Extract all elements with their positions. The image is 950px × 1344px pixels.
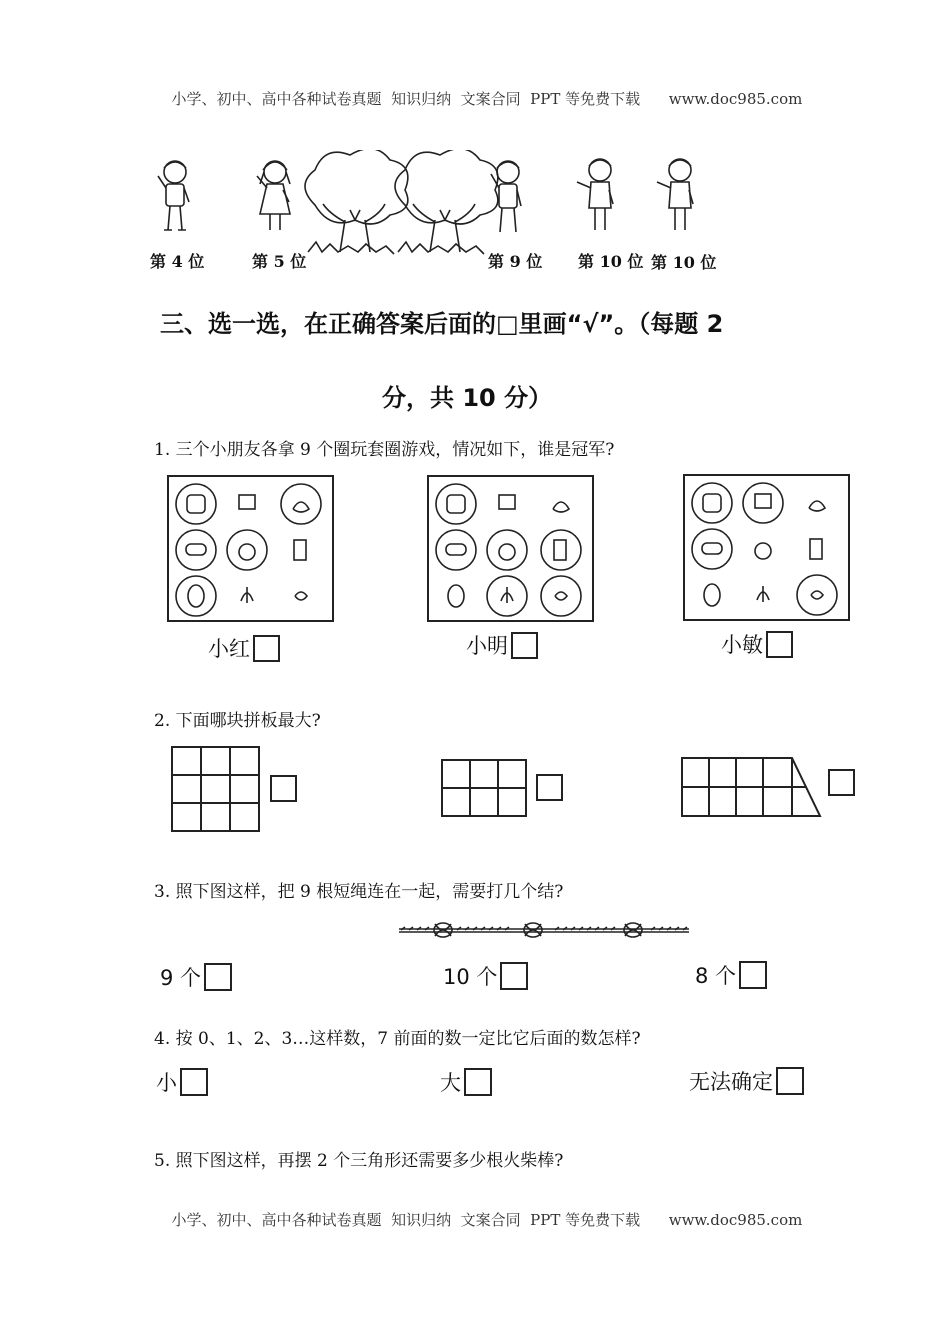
tree-2 bbox=[395, 150, 498, 254]
ring-1 bbox=[176, 484, 216, 524]
ring-panel-xiaohong bbox=[167, 475, 334, 622]
child-figure-2 bbox=[257, 161, 290, 230]
rabbit-icon bbox=[239, 544, 255, 560]
q3-option-3[interactable]: 8 个 bbox=[695, 960, 767, 990]
answer-box[interactable] bbox=[776, 1067, 804, 1095]
child-figure-1 bbox=[158, 161, 189, 230]
answer-box[interactable] bbox=[204, 963, 232, 991]
rope-diagram bbox=[395, 918, 695, 942]
header-site: www.doc985.com bbox=[668, 90, 803, 108]
car-icon bbox=[447, 495, 465, 513]
truck-icon bbox=[239, 495, 255, 509]
answer-box[interactable] bbox=[766, 631, 793, 658]
penguin-icon bbox=[704, 584, 720, 606]
penguin-icon bbox=[188, 585, 204, 607]
q3-option-2[interactable]: 10 个 bbox=[443, 961, 528, 991]
car-icon bbox=[703, 494, 721, 512]
rank-label-1: 第 4 位 bbox=[150, 252, 205, 271]
page-header bbox=[162, 70, 802, 109]
car-icon bbox=[446, 544, 466, 555]
footer-text: 小学、初中、高中各种试卷真题 知识归纳 文案合同 PPT 等免费下载 bbox=[171, 1211, 641, 1229]
ring-4 bbox=[176, 530, 216, 570]
puzzle-board-2x3 bbox=[440, 758, 528, 818]
child-figure-5 bbox=[657, 159, 693, 230]
plant-icon bbox=[757, 586, 769, 602]
section-title-line2: 分，共 10 分） bbox=[382, 384, 553, 412]
penguin-icon bbox=[448, 585, 464, 607]
duck-icon bbox=[293, 502, 309, 512]
question-3: 3. 照下图这样，把 9 根短绳连在一起，需要打几个结? bbox=[154, 882, 564, 902]
answer-box[interactable] bbox=[253, 635, 280, 662]
ring-5 bbox=[227, 530, 267, 570]
robot-icon bbox=[554, 540, 566, 560]
ring-3 bbox=[281, 484, 321, 524]
ring-7 bbox=[176, 576, 216, 616]
section-title-line1: 三、选一选，在正确答案后面的□里画“√”。（每题 2 bbox=[160, 310, 724, 338]
rank-label-3: 第 9 位 bbox=[488, 252, 543, 271]
answer-box[interactable] bbox=[500, 962, 528, 990]
puzzle-board-3x3 bbox=[170, 745, 262, 833]
car-icon bbox=[702, 543, 722, 554]
child-figure-4 bbox=[577, 159, 613, 230]
car-icon bbox=[187, 495, 205, 513]
plant-icon bbox=[241, 587, 253, 603]
q1-option-1[interactable]: 小红 bbox=[208, 633, 280, 663]
question-5: 5. 照下图这样，再摆 2 个三角形还需要多少根火柴棒? bbox=[154, 1151, 564, 1171]
knot-3 bbox=[624, 923, 642, 937]
rank-label-5: 第 10 位 bbox=[651, 253, 717, 272]
puzzle-board-trapezoid bbox=[680, 756, 822, 818]
robot-icon bbox=[810, 539, 822, 559]
q1-option-2[interactable]: 小明 bbox=[466, 630, 538, 660]
leaf-icon bbox=[811, 591, 823, 599]
rank-label-2: 第 5 位 bbox=[252, 252, 307, 271]
rabbit-icon bbox=[755, 543, 771, 559]
leaf-icon bbox=[295, 592, 307, 600]
question-4: 4. 按 0、1、2、3…这样数，7 前面的数一定比它后面的数怎样? bbox=[154, 1029, 641, 1049]
car-icon bbox=[186, 544, 206, 555]
leaf-icon bbox=[555, 592, 567, 600]
q1-option-3[interactable]: 小敏 bbox=[721, 629, 793, 659]
robot-icon bbox=[294, 540, 306, 560]
duck-icon bbox=[553, 502, 569, 512]
ring-panel-xiaomin bbox=[683, 474, 850, 621]
tree-1 bbox=[305, 150, 408, 254]
q3-option-1[interactable]: 9 个 bbox=[160, 962, 232, 992]
child-figure-3 bbox=[491, 161, 521, 232]
rabbit-icon bbox=[499, 544, 515, 560]
truck-icon bbox=[755, 494, 771, 508]
q4-option-2[interactable]: 大 bbox=[440, 1067, 492, 1097]
footer-site: www.doc985.com bbox=[668, 1211, 803, 1229]
knot-2 bbox=[524, 923, 542, 937]
q4-option-3[interactable]: 无法确定 bbox=[689, 1066, 804, 1096]
q4-option-1[interactable]: 小 bbox=[156, 1067, 208, 1097]
knot-1 bbox=[434, 923, 452, 937]
q2-answer-box-2[interactable] bbox=[536, 774, 563, 801]
rank-label-4: 第 10 位 bbox=[578, 252, 644, 271]
truck-icon bbox=[499, 495, 515, 509]
ring-panel-xiaoming bbox=[427, 475, 594, 622]
page-footer bbox=[162, 1191, 802, 1230]
plant-icon bbox=[501, 587, 513, 603]
header-text: 小学、初中、高中各种试卷真题 知识归纳 文案合同 PPT 等免费下载 bbox=[171, 90, 641, 108]
q2-answer-box-1[interactable] bbox=[270, 775, 297, 802]
answer-box[interactable] bbox=[180, 1068, 208, 1096]
answer-box[interactable] bbox=[739, 961, 767, 989]
q2-answer-box-3[interactable] bbox=[828, 769, 855, 796]
question-2: 2. 下面哪块拼板最大? bbox=[154, 711, 321, 731]
answer-box[interactable] bbox=[511, 632, 538, 659]
question-1: 1. 三个小朋友各拿 9 个圈玩套圈游戏，情况如下，谁是冠军? bbox=[154, 440, 615, 460]
duck-icon bbox=[809, 501, 825, 511]
answer-box[interactable] bbox=[464, 1068, 492, 1096]
